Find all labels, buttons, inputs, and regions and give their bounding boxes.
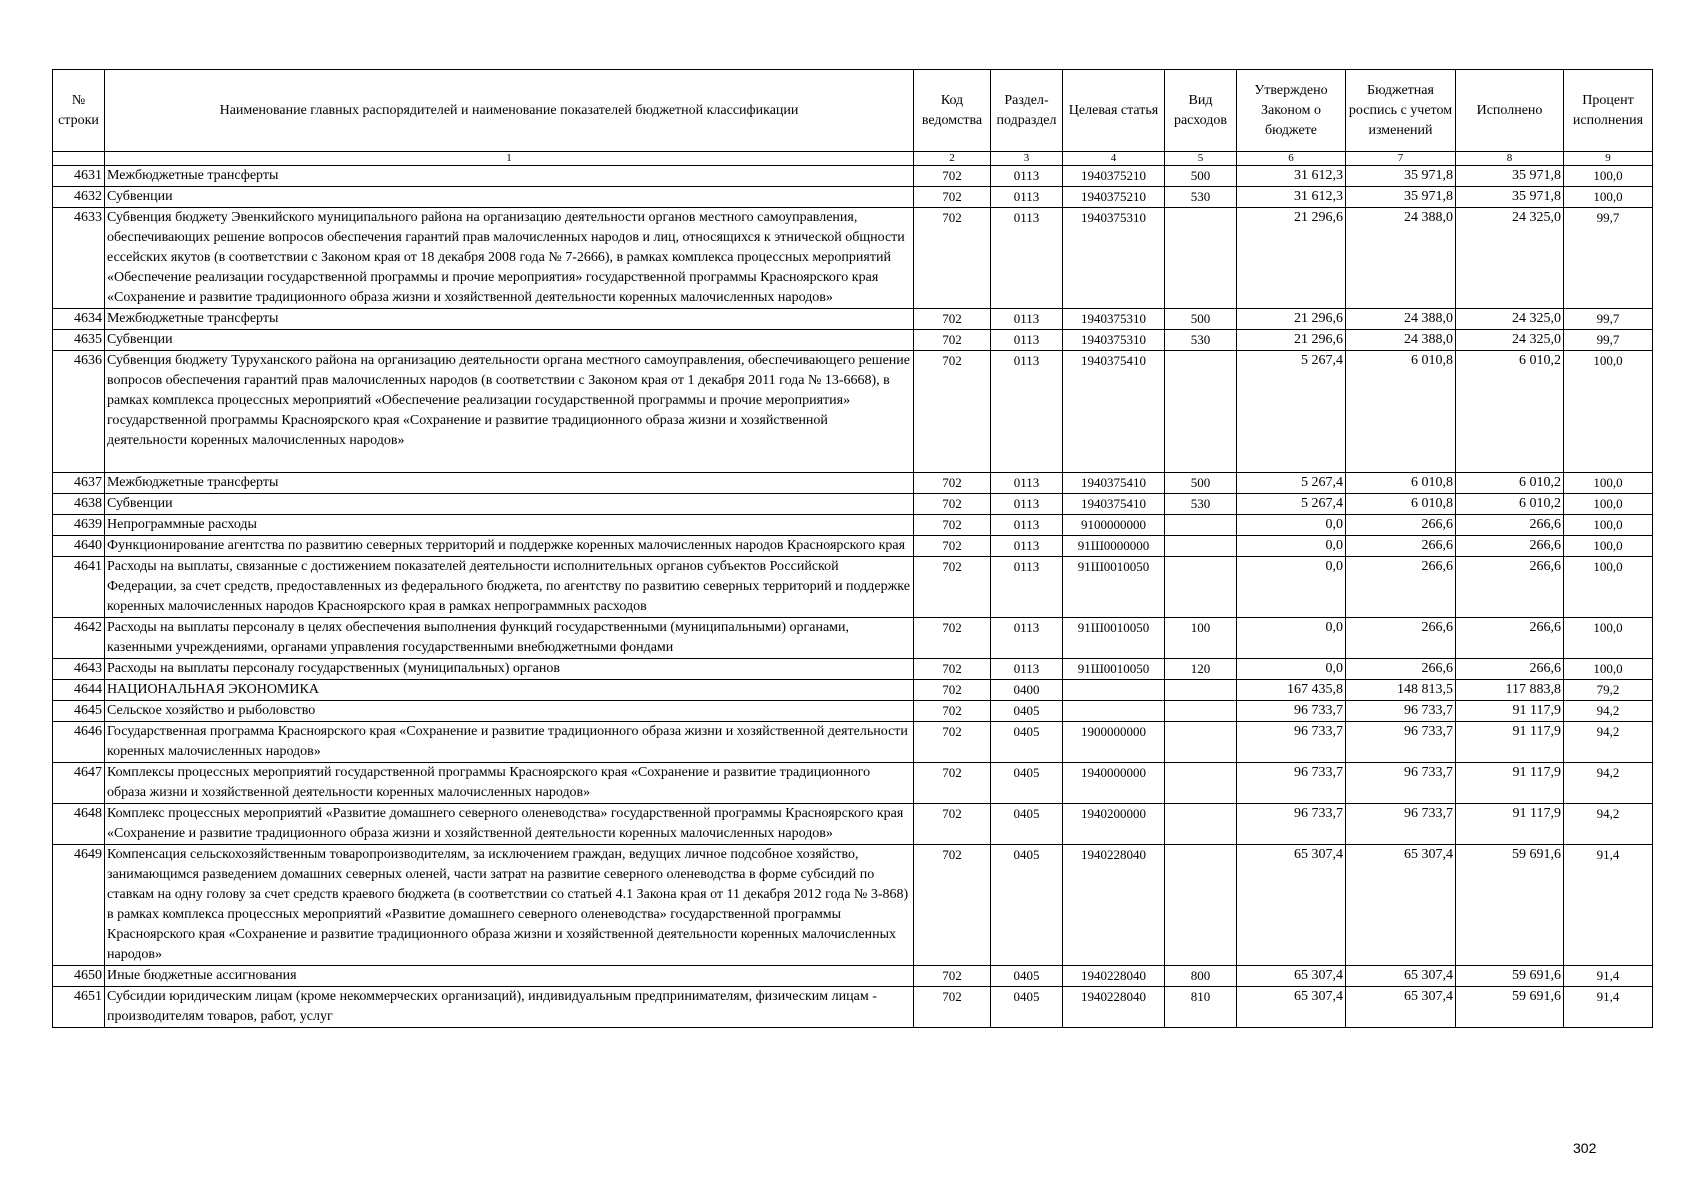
expense-type-cell: 810 xyxy=(1165,987,1237,1028)
table-body xyxy=(53,166,1653,1028)
col-number: 2 xyxy=(914,152,991,166)
percent-cell: 94,2 xyxy=(1564,701,1653,722)
dept-code-cell: 702 xyxy=(914,330,991,351)
budget-roster-cell: 35 971,8 xyxy=(1346,187,1456,208)
row-name-cell: Расходы на выплаты персоналу в целях обеспечения выполнения функций государственными (муниципальными) органами, казенными учреждениями, органами управления государственными внебюджетными фондами xyxy=(105,618,914,659)
table-row xyxy=(53,557,1653,618)
budget-table-container xyxy=(52,69,1652,1028)
row-number-cell: 4636 xyxy=(53,351,105,473)
header-budget-roster: Бюджетная роспись с учетом изменений xyxy=(1346,70,1456,152)
executed-cell: 91 117,9 xyxy=(1456,763,1564,804)
budget-roster-cell: 96 733,7 xyxy=(1346,804,1456,845)
budget-roster-cell: 65 307,4 xyxy=(1346,987,1456,1028)
dept-code-cell: 702 xyxy=(914,722,991,763)
row-number-cell: 4638 xyxy=(53,494,105,515)
col-number xyxy=(53,152,105,166)
dept-code-cell: 702 xyxy=(914,618,991,659)
expense-type-cell xyxy=(1165,701,1237,722)
expense-type-cell xyxy=(1165,208,1237,309)
dept-code-cell: 702 xyxy=(914,680,991,701)
row-number-cell: 4633 xyxy=(53,208,105,309)
table-row xyxy=(53,166,1653,187)
budget-roster-cell: 266,6 xyxy=(1346,557,1456,618)
budget-roster-cell: 24 388,0 xyxy=(1346,330,1456,351)
row-name-cell: Субвенции xyxy=(105,494,914,515)
percent-cell: 100,0 xyxy=(1564,536,1653,557)
budget-roster-cell: 96 733,7 xyxy=(1346,763,1456,804)
table-row xyxy=(53,309,1653,330)
target-article-cell: 1940375410 xyxy=(1063,473,1165,494)
row-name-cell: Комплексы процессных мероприятий государственной программы Красноярского края «Сохранение и развитие традиционного образа жизни и хозяйственной деятельности коренных малочисленных народов» xyxy=(105,763,914,804)
target-article-cell: 9100000000 xyxy=(1063,515,1165,536)
dept-code-cell: 702 xyxy=(914,166,991,187)
budget-roster-cell: 6 010,8 xyxy=(1346,494,1456,515)
percent-cell: 91,4 xyxy=(1564,987,1653,1028)
percent-cell: 94,2 xyxy=(1564,722,1653,763)
budget-roster-cell: 24 388,0 xyxy=(1346,309,1456,330)
expense-type-cell xyxy=(1165,804,1237,845)
target-article-cell: 1940200000 xyxy=(1063,804,1165,845)
section-cell: 0405 xyxy=(991,845,1063,966)
table-row xyxy=(53,473,1653,494)
target-article-cell: 1940375310 xyxy=(1063,208,1165,309)
approved-cell: 5 267,4 xyxy=(1237,351,1346,473)
row-name-cell: Субвенция бюджету Туруханского района на организацию деятельности органа местного самоуправления, обеспечивающего решение вопросов обеспечения гарантий прав малочисленных народов (в соответствии с Законом края от 1 декабря 2011 года № 13-6668), в рамках комплекса процессных мероприятий «Обеспечение реализации государственной программы и прочие мероприятия» государственной программы Красноярского края «Сохранение и развитие традиционного образа жизни и хозяйственной деятельности коренных малочисленных народов» xyxy=(105,351,914,473)
target-article-cell: 1940375410 xyxy=(1063,351,1165,473)
row-name-cell: Субвенции xyxy=(105,187,914,208)
expense-type-cell xyxy=(1165,351,1237,473)
col-number: 9 xyxy=(1564,152,1653,166)
executed-cell: 24 325,0 xyxy=(1456,208,1564,309)
header-name: Наименование главных распорядителей и наименование показателей бюджетной классификации xyxy=(105,70,914,152)
target-article-cell: 1940228040 xyxy=(1063,845,1165,966)
executed-cell: 59 691,6 xyxy=(1456,987,1564,1028)
row-name-cell: Межбюджетные трансферты xyxy=(105,309,914,330)
section-cell: 0113 xyxy=(991,473,1063,494)
target-article-cell: 1900000000 xyxy=(1063,722,1165,763)
section-cell: 0113 xyxy=(991,557,1063,618)
approved-cell: 96 733,7 xyxy=(1237,804,1346,845)
expense-type-cell: 530 xyxy=(1165,494,1237,515)
row-name-cell: Иные бюджетные ассигнования xyxy=(105,966,914,987)
target-article-cell: 91Ш0010050 xyxy=(1063,557,1165,618)
section-cell: 0405 xyxy=(991,804,1063,845)
executed-cell: 6 010,2 xyxy=(1456,473,1564,494)
row-name-cell: Функционирование агентства по развитию северных территорий и поддержке коренных малочисленных народов Красноярского края xyxy=(105,536,914,557)
approved-cell: 0,0 xyxy=(1237,557,1346,618)
approved-cell: 96 733,7 xyxy=(1237,763,1346,804)
percent-cell: 91,4 xyxy=(1564,966,1653,987)
table-row xyxy=(53,966,1653,987)
dept-code-cell: 702 xyxy=(914,208,991,309)
percent-cell: 100,0 xyxy=(1564,557,1653,618)
executed-cell: 91 117,9 xyxy=(1456,701,1564,722)
dept-code-cell: 702 xyxy=(914,804,991,845)
col-number: 6 xyxy=(1237,152,1346,166)
section-cell: 0113 xyxy=(991,330,1063,351)
row-name-cell: Межбюджетные трансферты xyxy=(105,166,914,187)
row-name-cell: Государственная программа Красноярского края «Сохранение и развитие традиционного образа жизни и хозяйственной деятельности коренных малочисленных народов» xyxy=(105,722,914,763)
percent-cell: 99,7 xyxy=(1564,330,1653,351)
target-article-cell: 1940000000 xyxy=(1063,763,1165,804)
approved-cell: 0,0 xyxy=(1237,618,1346,659)
budget-roster-cell: 35 971,8 xyxy=(1346,166,1456,187)
executed-cell: 59 691,6 xyxy=(1456,845,1564,966)
section-cell: 0113 xyxy=(991,187,1063,208)
budget-roster-cell: 6 010,8 xyxy=(1346,351,1456,473)
budget-roster-cell: 6 010,8 xyxy=(1346,473,1456,494)
row-number-cell: 4644 xyxy=(53,680,105,701)
row-name-cell: Сельское хозяйство и рыболовство xyxy=(105,701,914,722)
row-name-cell: Субвенции xyxy=(105,330,914,351)
col-number: 5 xyxy=(1165,152,1237,166)
section-cell: 0113 xyxy=(991,309,1063,330)
percent-cell: 100,0 xyxy=(1564,494,1653,515)
section-cell: 0113 xyxy=(991,515,1063,536)
section-cell: 0405 xyxy=(991,701,1063,722)
approved-cell: 21 296,6 xyxy=(1237,309,1346,330)
approved-cell: 0,0 xyxy=(1237,659,1346,680)
dept-code-cell: 702 xyxy=(914,309,991,330)
dept-code-cell: 702 xyxy=(914,763,991,804)
row-number-cell: 4635 xyxy=(53,330,105,351)
executed-cell: 266,6 xyxy=(1456,618,1564,659)
percent-cell: 99,7 xyxy=(1564,208,1653,309)
expense-type-cell xyxy=(1165,845,1237,966)
budget-roster-cell: 148 813,5 xyxy=(1346,680,1456,701)
approved-cell: 0,0 xyxy=(1237,536,1346,557)
budget-roster-cell: 96 733,7 xyxy=(1346,701,1456,722)
header-percent: Процент исполнения xyxy=(1564,70,1653,152)
budget-execution-table xyxy=(52,69,1653,1028)
approved-cell: 21 296,6 xyxy=(1237,208,1346,309)
approved-cell: 167 435,8 xyxy=(1237,680,1346,701)
approved-cell: 5 267,4 xyxy=(1237,473,1346,494)
target-article-cell: 1940375410 xyxy=(1063,494,1165,515)
table-row xyxy=(53,187,1653,208)
expense-type-cell: 500 xyxy=(1165,166,1237,187)
expense-type-cell xyxy=(1165,722,1237,763)
percent-cell: 100,0 xyxy=(1564,166,1653,187)
budget-roster-cell: 266,6 xyxy=(1346,536,1456,557)
percent-cell: 100,0 xyxy=(1564,351,1653,473)
header-approved: Утверждено Законом о бюджете xyxy=(1237,70,1346,152)
budget-roster-cell: 24 388,0 xyxy=(1346,208,1456,309)
approved-cell: 65 307,4 xyxy=(1237,845,1346,966)
executed-cell: 266,6 xyxy=(1456,659,1564,680)
expense-type-cell xyxy=(1165,680,1237,701)
executed-cell: 6 010,2 xyxy=(1456,494,1564,515)
percent-cell: 94,2 xyxy=(1564,804,1653,845)
dept-code-cell: 702 xyxy=(914,515,991,536)
table-row xyxy=(53,494,1653,515)
target-article-cell: 1940375210 xyxy=(1063,187,1165,208)
percent-cell: 99,7 xyxy=(1564,309,1653,330)
row-name-cell: Субвенция бюджету Эвенкийского муниципального района на организацию деятельности органов местного самоуправления, обеспечивающих решение вопросов обеспечения гарантий прав малочисленных народов и лиц, относящихся к этнической общности ессейских якутов (в соответствии с Законом края от 18 декабря 2008 года № 7-2666), в рамках комплекса процессных мероприятий «Обеспечение реализации государственной программы и прочие мероприятия» государственной программы Красноярского края «Сохранение и развитие традиционного образа жизни и хозяйственной деятельности коренных малочисленных народов» xyxy=(105,208,914,309)
header-dept-code: Код ведомства xyxy=(914,70,991,152)
table-row xyxy=(53,804,1653,845)
row-number-cell: 4634 xyxy=(53,309,105,330)
dept-code-cell: 702 xyxy=(914,536,991,557)
expense-type-cell xyxy=(1165,557,1237,618)
section-cell: 0113 xyxy=(991,494,1063,515)
expense-type-cell: 120 xyxy=(1165,659,1237,680)
target-article-cell: 1940228040 xyxy=(1063,987,1165,1028)
row-number-cell: 4646 xyxy=(53,722,105,763)
approved-cell: 21 296,6 xyxy=(1237,330,1346,351)
expense-type-cell: 530 xyxy=(1165,187,1237,208)
section-cell: 0113 xyxy=(991,536,1063,557)
row-name-cell: Межбюджетные трансферты xyxy=(105,473,914,494)
row-name-cell: Комплекс процессных мероприятий «Развитие домашнего северного оленеводства» государственной программы Красноярского края «Сохранение и развитие традиционного образа жизни и хозяйственной деятельности коренных малочисленных народов» xyxy=(105,804,914,845)
expense-type-cell xyxy=(1165,763,1237,804)
executed-cell: 266,6 xyxy=(1456,515,1564,536)
page-number: 302 xyxy=(1573,1140,1597,1156)
expense-type-cell xyxy=(1165,536,1237,557)
section-cell: 0113 xyxy=(991,351,1063,473)
approved-cell: 5 267,4 xyxy=(1237,494,1346,515)
budget-roster-cell: 266,6 xyxy=(1346,659,1456,680)
executed-cell: 266,6 xyxy=(1456,536,1564,557)
target-article-cell xyxy=(1063,680,1165,701)
dept-code-cell: 702 xyxy=(914,987,991,1028)
row-number-cell: 4647 xyxy=(53,763,105,804)
table-row xyxy=(53,536,1653,557)
row-number-cell: 4642 xyxy=(53,618,105,659)
row-number-cell: 4631 xyxy=(53,166,105,187)
header-expense-type: Вид расходов xyxy=(1165,70,1237,152)
executed-cell: 59 691,6 xyxy=(1456,966,1564,987)
table-row xyxy=(53,330,1653,351)
table-row xyxy=(53,987,1653,1028)
header-target-article: Целевая статья xyxy=(1063,70,1165,152)
percent-cell: 100,0 xyxy=(1564,473,1653,494)
percent-cell: 79,2 xyxy=(1564,680,1653,701)
percent-cell: 100,0 xyxy=(1564,659,1653,680)
table-row xyxy=(53,208,1653,309)
percent-cell: 94,2 xyxy=(1564,763,1653,804)
target-article-cell: 1940375210 xyxy=(1063,166,1165,187)
section-cell: 0405 xyxy=(991,987,1063,1028)
approved-cell: 96 733,7 xyxy=(1237,722,1346,763)
approved-cell: 96 733,7 xyxy=(1237,701,1346,722)
col-number: 8 xyxy=(1456,152,1564,166)
target-article-cell: 1940375310 xyxy=(1063,330,1165,351)
table-row xyxy=(53,763,1653,804)
dept-code-cell: 702 xyxy=(914,494,991,515)
col-number: 3 xyxy=(991,152,1063,166)
expense-type-cell: 500 xyxy=(1165,309,1237,330)
approved-cell: 65 307,4 xyxy=(1237,966,1346,987)
executed-cell: 266,6 xyxy=(1456,557,1564,618)
executed-cell: 6 010,2 xyxy=(1456,351,1564,473)
row-number-cell: 4651 xyxy=(53,987,105,1028)
row-number-cell: 4632 xyxy=(53,187,105,208)
dept-code-cell: 702 xyxy=(914,966,991,987)
approved-cell: 31 612,3 xyxy=(1237,187,1346,208)
table-row xyxy=(53,618,1653,659)
executed-cell: 24 325,0 xyxy=(1456,330,1564,351)
dept-code-cell: 702 xyxy=(914,473,991,494)
header-executed: Исполнено xyxy=(1456,70,1564,152)
header-section: Раздел-подраздел xyxy=(991,70,1063,152)
table-row xyxy=(53,659,1653,680)
section-cell: 0400 xyxy=(991,680,1063,701)
row-number-cell: 4643 xyxy=(53,659,105,680)
dept-code-cell: 702 xyxy=(914,351,991,473)
budget-roster-cell: 266,6 xyxy=(1346,618,1456,659)
budget-roster-cell: 266,6 xyxy=(1346,515,1456,536)
row-name-cell: Расходы на выплаты персоналу государственных (муниципальных) органов xyxy=(105,659,914,680)
table-row xyxy=(53,722,1653,763)
section-cell: 0113 xyxy=(991,166,1063,187)
section-cell: 0405 xyxy=(991,722,1063,763)
expense-type-cell: 100 xyxy=(1165,618,1237,659)
row-name-cell: Компенсация сельскохозяйственным товаропроизводителям, за исключением граждан, ведущих личное подсобное хозяйство, занимающимся разведением домашних северных оленей, части затрат на развитие северного оленеводства в форме субсидий по ставкам на одну голову за счет средств краевого бюджета (в соответствии со статьей 4.1 Закона края от 11 декабря 2012 года № 3-868) в рамках комплекса процессных мероприятий «Развитие домашнего северного оленеводства» государственной программы Красноярского края «Сохранение и развитие традиционного образа жизни и хозяйственной деятельности коренных малочисленных народов» xyxy=(105,845,914,966)
row-number-cell: 4641 xyxy=(53,557,105,618)
section-cell: 0405 xyxy=(991,763,1063,804)
approved-cell: 0,0 xyxy=(1237,515,1346,536)
section-cell: 0405 xyxy=(991,966,1063,987)
budget-roster-cell: 65 307,4 xyxy=(1346,966,1456,987)
expense-type-cell: 530 xyxy=(1165,330,1237,351)
header-row-number: № строки xyxy=(53,70,105,152)
dept-code-cell: 702 xyxy=(914,701,991,722)
expense-type-cell: 800 xyxy=(1165,966,1237,987)
row-number-cell: 4648 xyxy=(53,804,105,845)
row-name-cell: Непрограммные расходы xyxy=(105,515,914,536)
budget-roster-cell: 65 307,4 xyxy=(1346,845,1456,966)
row-name-cell: Расходы на выплаты, связанные с достижением показателей деятельности исполнительных органов субъектов Российской Федерации, за счет средств, предоставленных из федерального бюджета, по агентству по развитию северных территорий и поддержке коренных малочисленных народов Красноярского края в рамках непрограммных расходов xyxy=(105,557,914,618)
expense-type-cell: 500 xyxy=(1165,473,1237,494)
percent-cell: 100,0 xyxy=(1564,515,1653,536)
target-article-cell: 1940375310 xyxy=(1063,309,1165,330)
header-row xyxy=(53,70,1653,152)
section-cell: 0113 xyxy=(991,208,1063,309)
target-article-cell: 91Ш0010050 xyxy=(1063,659,1165,680)
target-article-cell xyxy=(1063,701,1165,722)
executed-cell: 91 117,9 xyxy=(1456,804,1564,845)
target-article-cell: 91Ш0000000 xyxy=(1063,536,1165,557)
section-cell: 0113 xyxy=(991,618,1063,659)
dept-code-cell: 702 xyxy=(914,845,991,966)
row-number-cell: 4637 xyxy=(53,473,105,494)
budget-roster-cell: 96 733,7 xyxy=(1346,722,1456,763)
row-number-cell: 4650 xyxy=(53,966,105,987)
table-row xyxy=(53,680,1653,701)
dept-code-cell: 702 xyxy=(914,557,991,618)
column-number-row xyxy=(53,152,1653,166)
target-article-cell: 1940228040 xyxy=(1063,966,1165,987)
row-number-cell: 4645 xyxy=(53,701,105,722)
dept-code-cell: 702 xyxy=(914,187,991,208)
row-number-cell: 4639 xyxy=(53,515,105,536)
row-name-cell: Субсидии юридическим лицам (кроме некоммерческих организаций), индивидуальным предпринимателям, физическим лицам - производителям товаров, работ, услуг xyxy=(105,987,914,1028)
row-name-cell: НАЦИОНАЛЬНАЯ ЭКОНОМИКА xyxy=(105,680,914,701)
table-row xyxy=(53,351,1653,473)
percent-cell: 100,0 xyxy=(1564,187,1653,208)
dept-code-cell: 702 xyxy=(914,659,991,680)
col-number: 7 xyxy=(1346,152,1456,166)
row-number-cell: 4649 xyxy=(53,845,105,966)
row-number-cell: 4640 xyxy=(53,536,105,557)
approved-cell: 31 612,3 xyxy=(1237,166,1346,187)
percent-cell: 91,4 xyxy=(1564,845,1653,966)
expense-type-cell xyxy=(1165,515,1237,536)
executed-cell: 91 117,9 xyxy=(1456,722,1564,763)
percent-cell: 100,0 xyxy=(1564,618,1653,659)
col-number: 4 xyxy=(1063,152,1165,166)
section-cell: 0113 xyxy=(991,659,1063,680)
approved-cell: 65 307,4 xyxy=(1237,987,1346,1028)
table-row xyxy=(53,845,1653,966)
target-article-cell: 91Ш0010050 xyxy=(1063,618,1165,659)
table-row xyxy=(53,701,1653,722)
executed-cell: 117 883,8 xyxy=(1456,680,1564,701)
table-row xyxy=(53,515,1653,536)
executed-cell: 24 325,0 xyxy=(1456,309,1564,330)
executed-cell: 35 971,8 xyxy=(1456,187,1564,208)
col-number: 1 xyxy=(105,152,914,166)
executed-cell: 35 971,8 xyxy=(1456,166,1564,187)
